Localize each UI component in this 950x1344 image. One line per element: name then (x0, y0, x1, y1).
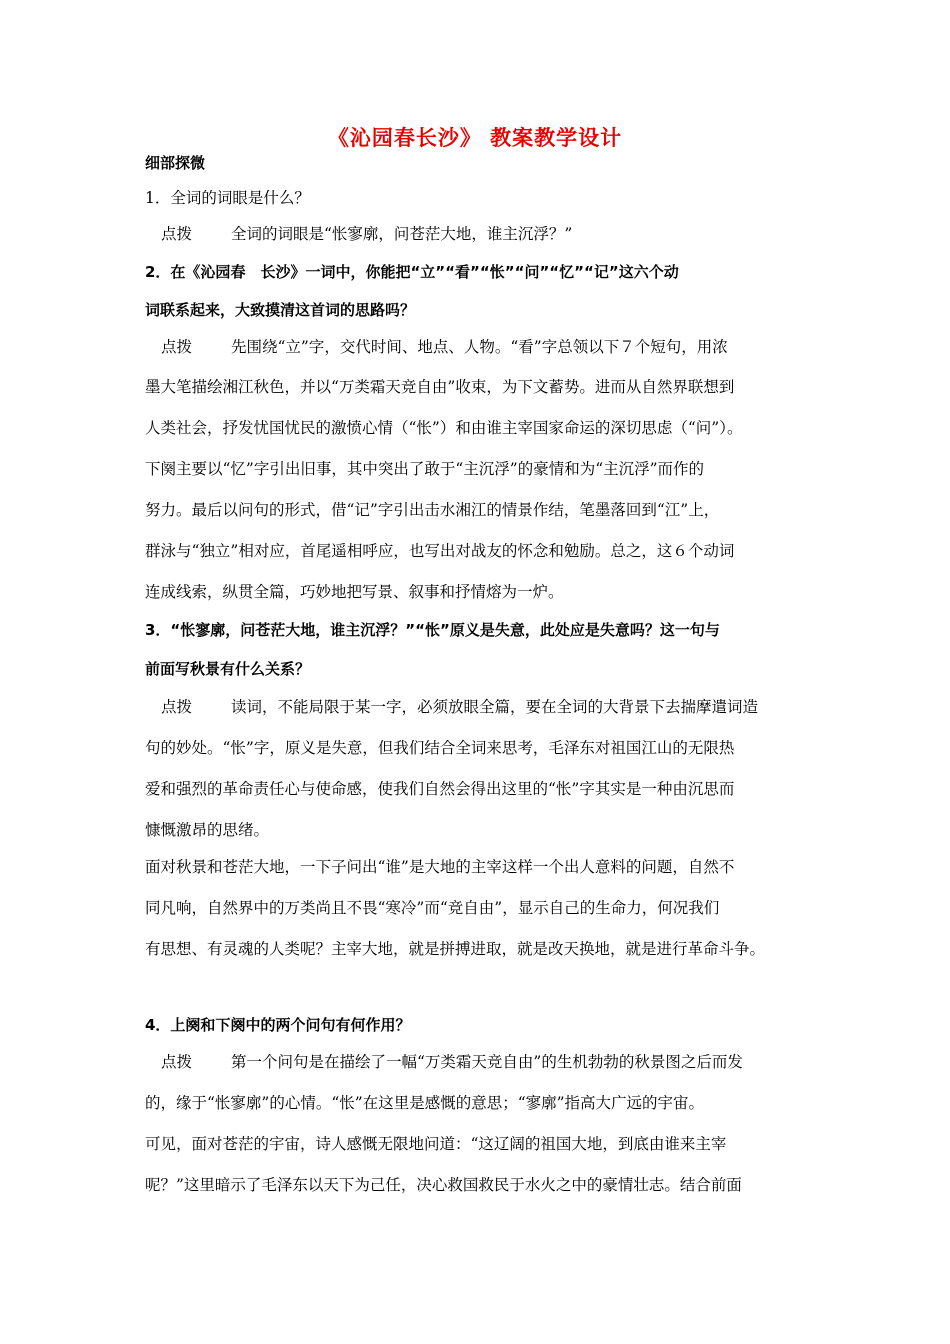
answer-4-line: 可见，面对苍茫的宇宙，诗人感慨无限地问道：“这辽阔的祖国大地，到底由谁来主宰 (145, 1135, 727, 1153)
answer-2-line: 连成线索，纵贯全篇，巧妙地把写景、叙事和抒情熔为一炉。 (145, 583, 564, 601)
answer-4-line: 的，缘于“怅寥廓”的心情。“怅”在这里是感慨的意思；“寥廓”指高大广远的宇宙。 (145, 1094, 705, 1112)
answer-3-line: 点拨 读词，不能局限于某一字，必须放眼全篇，要在全词的大背景下去揣摩遣词造 (145, 697, 813, 717)
answer-label: 点拨 (161, 338, 193, 356)
answer-2-line: 人类社会，抒发忧国忧民的激愤心情（“怅”）和由谁主宰国家命运的深切思虑（“问”）。 (145, 419, 743, 437)
answer-3-line: 同凡响，自然界中的万类尚且不畏“寒冷”而“竞自由”，显示自己的生命力，何况我们 (145, 899, 720, 917)
answer-2-line: 群泳与“独立”相对应，首尾遥相呼应，也写出对战友的怀念和勉励。总之，这６个动词 (145, 542, 735, 560)
question-4: 4．上阕和下阕中的两个问句有何作用？ (145, 1016, 411, 1034)
answer-1: 点拨 全词的词眼是“怅寥廓，问苍茫大地，谁主沉浮？” (145, 224, 813, 244)
question-1: 1．全词的词眼是什么？ (145, 189, 310, 207)
question-2-line: 2．在《沁园春 长沙》一词中，你能把“立”“看”“怅”“问”“忆”“记”这六个动 (145, 263, 679, 281)
document-title: 《沁园春长沙》 教案教学设计 (327, 126, 623, 150)
answer-3-line: 爱和强烈的革命责任心与使命感，使我们自然会得出这里的“怅”字其实是一种由沉思而 (145, 780, 735, 798)
answer-label: 点拨 (161, 225, 193, 243)
answer-2-line: 下阕主要以“忆”字引出旧事，其中突出了敢于“主沉浮”的豪情和为“主沉浮”而作的 (145, 460, 705, 478)
question-3-line: 3．“怅寥廓，问苍茫大地，谁主沉浮？”“怅”原义是失意，此处应是失意吗？这一句与 (145, 621, 720, 639)
answer-label: 点拨 (161, 698, 193, 716)
answer-4-line: 呢？”这里暗示了毛泽东以天下为己任，决心救国救民于水火之中的豪情壮志。结合前面 (145, 1176, 742, 1194)
answer-3-line: 有思想、有灵魂的人类呢？主宰大地，就是拼搏进取，就是改天换地，就是进行革命斗争。 (145, 940, 766, 958)
answer-4-line: 点拨 第一个问句是在描绘了一幅“万类霜天竞自由”的生机勃勃的秋景图之后而发 (145, 1052, 813, 1072)
answer-2-line: 努力。最后以问句的形式，借“记”字引出击水湘江的情景作结，笔墨落回到“江”上， (145, 501, 720, 519)
question-3-line: 前面写秋景有什么关系？ (145, 660, 311, 678)
section-heading: 细部探微 (145, 154, 206, 172)
answer-3-line: 句的妙处。“怅”字，原义是失意，但我们结合全词来思考，毛泽东对祖国江山的无限热 (145, 739, 735, 757)
answer-3-line: 面对秋景和苍茫大地，一下子问出“谁”是大地的主宰这样一个出人意料的问题，自然不 (145, 858, 735, 876)
question-2-line: 词联系起来，大致摸清这首词的思路吗？ (145, 301, 416, 319)
answer-2-line: 墨大笔描绘湘江秋色，并以“万类霜天竞自由”收束，为下文蓄势。进而从自然界联想到 (145, 378, 735, 396)
answer-label: 点拨 (161, 1053, 193, 1071)
answer-2-line: 点拨 先围绕“立”字，交代时间、地点、人物。“看”字总领以下７个短句，用浓 (145, 337, 813, 357)
answer-3-line: 慷慨激昂的思绪。 (145, 821, 270, 839)
